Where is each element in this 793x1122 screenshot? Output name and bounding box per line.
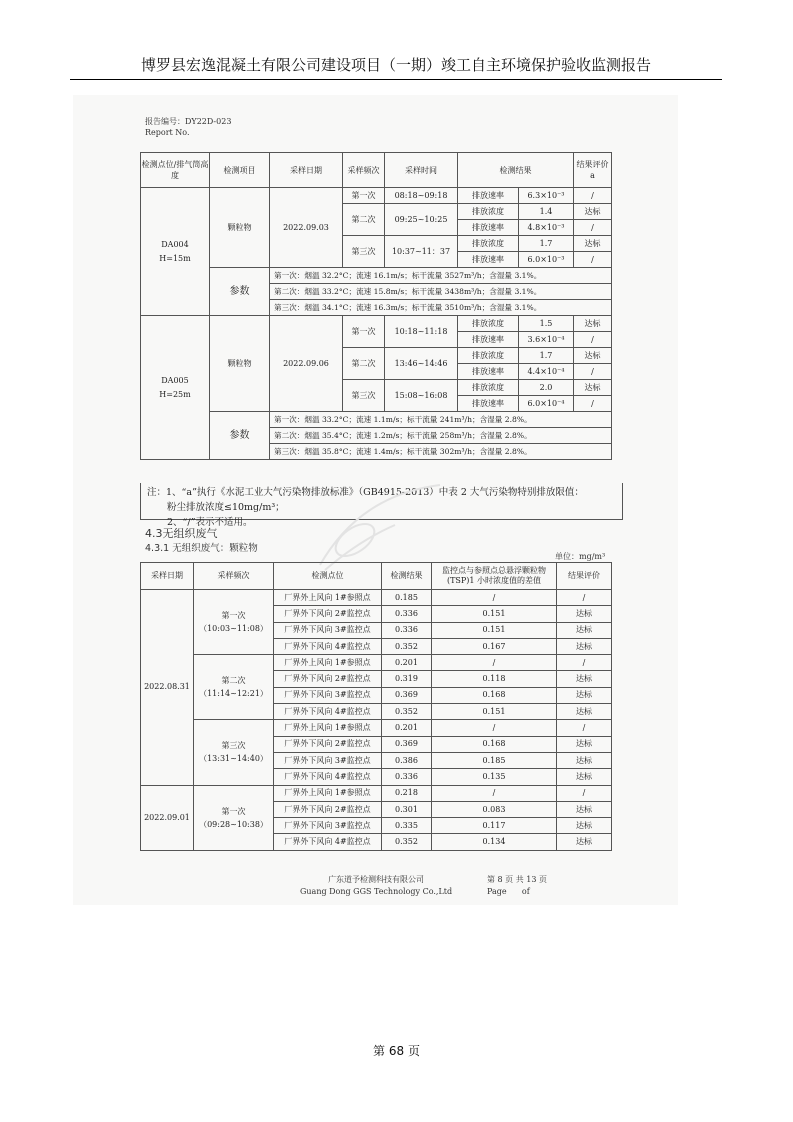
result-cell: 0.352	[382, 834, 432, 850]
table-row	[141, 655, 612, 671]
diff-cell: 0.135	[432, 769, 557, 785]
eval-cell: /	[557, 785, 612, 801]
result-cell: 0.218	[382, 785, 432, 801]
page-number: 第 68 页	[373, 1044, 420, 1058]
note-line-3: 2、“/”表示不适用。	[167, 517, 253, 528]
eval-cell: 达标	[574, 380, 612, 396]
freq-time: （13:31~14:40）	[199, 754, 268, 764]
table-row	[141, 720, 612, 736]
point-cell	[141, 188, 210, 316]
point-cell: 厂界外下风向 4#监控点	[274, 769, 382, 785]
point-height: H=25m	[159, 389, 191, 399]
time-cell: 09:25~10:25	[385, 204, 458, 236]
result-label: 排放浓度	[458, 236, 519, 252]
param-label: 参数	[210, 268, 270, 316]
th-point: 检测点位/排气筒高度	[141, 153, 210, 188]
result-label: 排放浓度	[458, 380, 519, 396]
point-cell: 厂界外下风向 2#监控点	[274, 801, 382, 817]
result-label: 排放速率	[458, 220, 519, 236]
freq-cell: 第三次	[343, 380, 385, 412]
param-line: 第三次：烟温 35.8°C；流速 1.4m/s；标干流量 302m³/h；含湿量 2.8%。	[270, 444, 612, 460]
diff-cell: /	[432, 590, 557, 606]
eval-cell: /	[557, 655, 612, 671]
result-cell: 0.336	[382, 769, 432, 785]
freq-cell: 第三次	[343, 236, 385, 268]
freq-label: 第三次	[221, 741, 246, 751]
result-value: 6.0×10⁻³	[519, 252, 574, 268]
result-cell: 0.185	[382, 590, 432, 606]
footer-page	[487, 874, 547, 898]
eval-cell: 达标	[574, 348, 612, 364]
th-date: 采样日期	[270, 153, 343, 188]
table-row	[141, 268, 612, 284]
diff-cell: 0.168	[432, 736, 557, 752]
report-number-cn: 报告编号：DY22D-023	[145, 117, 232, 126]
result-value: 4.8×10⁻³	[519, 220, 574, 236]
note-line-1: 注：1、“a”执行《水泥工业大气污染物排放标准》（GB4915-2013）中表 2 大气污染物特别排放限值：	[147, 487, 584, 498]
th-eval: 结果评价 a	[574, 153, 612, 188]
eval-cell: /	[574, 220, 612, 236]
point-cell: 厂界外上风向 1#参照点	[274, 720, 382, 736]
result-label: 排放速率	[458, 332, 519, 348]
item-cell: 颗粒物	[210, 188, 270, 268]
point-cell: 厂界外下风向 3#监控点	[274, 622, 382, 638]
footer-page-cn: 第 8 页 共 13 页	[487, 875, 547, 884]
freq-cell	[194, 785, 274, 850]
point-cell: 厂界外下风向 4#监控点	[274, 834, 382, 850]
freq-cell: 第一次	[343, 188, 385, 204]
diff-cell: 0.168	[432, 687, 557, 703]
freq-time: （10:03~11:08）	[199, 624, 268, 634]
freq-cell	[194, 590, 274, 655]
freq-label: 第二次	[221, 676, 246, 686]
diff-cell: 0.117	[432, 818, 557, 834]
eval-cell: 达标	[557, 801, 612, 817]
result-label: 排放浓度	[458, 348, 519, 364]
point-cell: 厂界外下风向 4#监控点	[274, 704, 382, 720]
footer-page-en: Page of	[487, 887, 530, 896]
eval-cell: 达标	[574, 236, 612, 252]
section-title: 4.3无组织废气	[145, 527, 218, 540]
param-line: 第二次：烟温 33.2°C；流速 15.8m/s；标干流量 3438m³/h；含湿量 3.1%。	[270, 284, 612, 300]
th-result: 检测结果	[382, 563, 432, 590]
fugitive-emission-table	[140, 562, 612, 851]
point-cell: 厂界外下风向 2#监控点	[274, 671, 382, 687]
freq-cell	[194, 720, 274, 785]
point-cell: 厂界外下风向 3#监控点	[274, 818, 382, 834]
point-cell: 厂界外下风向 3#监控点	[274, 687, 382, 703]
freq-cell	[194, 655, 274, 720]
result-value: 6.0×10⁻⁴	[519, 396, 574, 412]
result-value: 4.4×10⁻⁴	[519, 364, 574, 380]
th-time: 采样时间	[385, 153, 458, 188]
report-number-en: Report No.	[145, 128, 190, 137]
diff-cell: /	[432, 720, 557, 736]
eval-cell: 达标	[574, 204, 612, 220]
result-cell: 0.301	[382, 801, 432, 817]
table-row	[141, 785, 612, 801]
freq-cell: 第二次	[343, 348, 385, 380]
freq-label: 第一次	[221, 611, 246, 621]
subsection-title: 4.3.1 无组织废气：颗粒物	[145, 543, 258, 554]
result-cell: 0.369	[382, 736, 432, 752]
result-cell: 0.201	[382, 655, 432, 671]
diff-cell: 0.151	[432, 622, 557, 638]
result-value: 1.5	[519, 316, 574, 332]
date-cell: 2022.08.31	[141, 590, 194, 786]
th-diff: 监控点与参照点总悬浮颗粒物(TSP)1 小时浓度值的差值	[432, 563, 557, 590]
result-cell: 0.352	[382, 704, 432, 720]
unit-label: 单位：mg/m³	[555, 552, 606, 561]
time-cell: 10:37~11：37	[385, 236, 458, 268]
result-value: 1.4	[519, 204, 574, 220]
result-value: 6.3×10⁻³	[519, 188, 574, 204]
result-cell: 0.319	[382, 671, 432, 687]
report-number	[145, 116, 231, 138]
item-cell: 颗粒物	[210, 316, 270, 412]
eval-cell: 达标	[557, 687, 612, 703]
eval-cell: /	[557, 720, 612, 736]
eval-cell: /	[574, 364, 612, 380]
result-label: 排放速率	[458, 252, 519, 268]
time-cell: 08:18~09:18	[385, 188, 458, 204]
result-label: 排放浓度	[458, 316, 519, 332]
eval-cell: /	[574, 252, 612, 268]
header-rule	[70, 79, 722, 80]
diff-cell: 0.151	[432, 606, 557, 622]
diff-cell: 0.083	[432, 801, 557, 817]
result-cell: 0.336	[382, 606, 432, 622]
th-freq: 采样频次	[343, 153, 385, 188]
th-point: 检测点位	[274, 563, 382, 590]
table-row	[141, 590, 612, 606]
freq-label: 第一次	[221, 806, 246, 816]
eval-cell: /	[557, 590, 612, 606]
th-eval: 结果评价	[557, 563, 612, 590]
diff-cell: 0.167	[432, 638, 557, 654]
table-row	[141, 188, 612, 204]
footer-company-cn: 广东道予检测科技有限公司	[328, 875, 425, 884]
point-height: H=15m	[159, 253, 191, 263]
point-cell: 厂界外下风向 2#监控点	[274, 606, 382, 622]
eval-cell: 达标	[557, 671, 612, 687]
freq-cell: 第一次	[343, 316, 385, 348]
th-freq: 采样频次	[194, 563, 274, 590]
date-cell: 2022.09.06	[270, 316, 343, 412]
eval-cell: 达标	[557, 769, 612, 785]
param-line: 第一次：烟温 33.2°C；流速 1.1m/s；标干流量 241m³/h；含湿量 2.8%。	[270, 412, 612, 428]
result-cell: 0.369	[382, 687, 432, 703]
point-id: DA005	[161, 375, 189, 385]
result-cell: 0.336	[382, 622, 432, 638]
eval-cell: 达标	[557, 752, 612, 768]
point-cell: 厂界外下风向 2#监控点	[274, 736, 382, 752]
date-cell: 2022.09.01	[141, 785, 194, 850]
point-cell: 厂界外上风向 1#参照点	[274, 785, 382, 801]
freq-time: （11:14~12:21）	[199, 689, 268, 699]
eval-cell: 达标	[557, 834, 612, 850]
eval-cell: 达标	[557, 606, 612, 622]
emission-table	[140, 152, 612, 460]
footer-company-en: Guang Dong GGS Technology Co.,Ltd	[300, 887, 453, 896]
eval-cell: 达标	[557, 704, 612, 720]
eval-cell: 达标	[557, 736, 612, 752]
time-cell: 13:46~14:46	[385, 348, 458, 380]
eval-cell: 达标	[557, 638, 612, 654]
param-line: 第一次：烟温 32.2°C；流速 16.1m/s；标干流量 3527m³/h；含湿量 3.1%。	[270, 268, 612, 284]
eval-cell: /	[574, 332, 612, 348]
point-id: DA004	[161, 239, 189, 249]
eval-cell: 达标	[557, 622, 612, 638]
table-row	[141, 412, 612, 428]
th-date: 采样日期	[141, 563, 194, 590]
diff-cell: 0.151	[432, 704, 557, 720]
eval-cell: 达标	[574, 316, 612, 332]
table-row	[141, 316, 612, 332]
result-cell: 0.352	[382, 638, 432, 654]
page-header: 博罗县宏逸混凝土有限公司建设项目（一期）竣工自主环境保护验收监测报告	[140, 56, 651, 74]
th-result: 检测结果	[458, 153, 574, 188]
result-value: 1.7	[519, 236, 574, 252]
date-cell: 2022.09.03	[270, 188, 343, 268]
point-cell: 厂界外上风向 1#参照点	[274, 655, 382, 671]
diff-cell: /	[432, 785, 557, 801]
result-cell: 0.335	[382, 818, 432, 834]
time-cell: 10:18~11:18	[385, 316, 458, 348]
result-value: 2.0	[519, 380, 574, 396]
result-label: 排放速率	[458, 188, 519, 204]
point-cell	[141, 316, 210, 460]
param-line: 第二次：烟温 35.4°C；流速 1.2m/s；标干流量 258m³/h；含湿量 2.8%。	[270, 428, 612, 444]
point-cell: 厂界外下风向 3#监控点	[274, 752, 382, 768]
freq-time: （09:28~10:38）	[199, 819, 268, 829]
result-cell: 0.386	[382, 752, 432, 768]
note-line-2: 粉尘排放浓度≤10mg/m³；	[167, 502, 285, 513]
th-item: 检测项目	[210, 153, 270, 188]
footer-company	[300, 874, 452, 898]
diff-cell: /	[432, 655, 557, 671]
diff-cell: 0.134	[432, 834, 557, 850]
diff-cell: 0.185	[432, 752, 557, 768]
result-label: 排放浓度	[458, 204, 519, 220]
time-cell: 15:08~16:08	[385, 380, 458, 412]
param-label: 参数	[210, 412, 270, 460]
result-cell: 0.201	[382, 720, 432, 736]
result-value: 3.6×10⁻⁴	[519, 332, 574, 348]
point-cell: 厂界外上风向 1#参照点	[274, 590, 382, 606]
eval-cell: 达标	[557, 818, 612, 834]
result-label: 排放速率	[458, 396, 519, 412]
result-label: 排放速率	[458, 364, 519, 380]
freq-cell: 第二次	[343, 204, 385, 236]
eval-cell: /	[574, 396, 612, 412]
eval-cell: /	[574, 188, 612, 204]
result-value: 1.7	[519, 348, 574, 364]
param-line: 第三次：烟温 34.1°C；流速 16.3m/s；标干流量 3510m³/h；含湿量 3.1%。	[270, 300, 612, 316]
diff-cell: 0.118	[432, 671, 557, 687]
point-cell: 厂界外下风向 4#监控点	[274, 638, 382, 654]
